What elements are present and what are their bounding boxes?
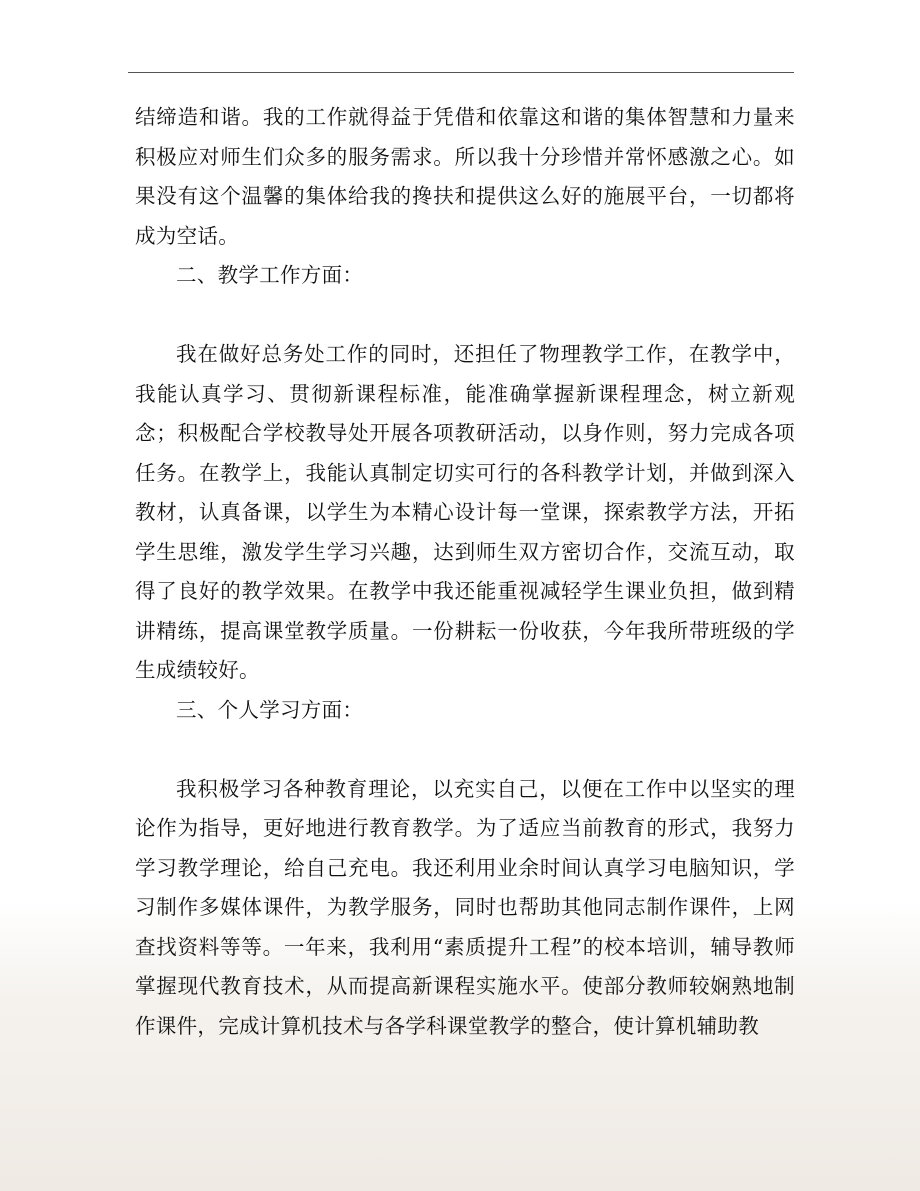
section-heading-study: 三、个人学习方面： [176,697,364,722]
header-rule [128,72,794,73]
paragraph-study: 我积极学习各种教育理论，以充实自己，以便在工作中以坚实的理论作为指导，更好地进行教育教学。为了适应当前教育的形式，我努力学习教学理论，给自己充电。我还利用业余时间认真学习电脑知识，学习制作多媒体课件，为教学服务，同时也帮助其他同志制作课件，上网查找资料等等。一年来，我利用“素质提升工程”的校本培训，辅导教师掌握现代教育技术，从而提高新课程实施水平。使部分教师较娴熟地制作课件，完成计算机技术与各学科课堂教学的整合，使计算机辅助教 [135,776,795,1038]
paragraph-teaching: 我在做好总务处工作的同时，还担任了物理教学工作，在教学中，我能认真学习、贯彻新课程标准，能准确掌握新课程理念，树立新观念；积极配合学校教导处开展各项教研活动，以身作则，努力完成各项任务。在教学上，我能认真制定切实可行的各科教学计划，并做到深入教材，认真备课，以学生为本精心设计每一堂课，探索教学方法，开拓学生思维，激发学生学习兴趣，达到师生双方密切合作，交流互动，取得了良好的教学效果。在教学中我还能重视减轻学生课业负担，做到精讲精练，提高课堂教学质量。一份耕耘一份收获，今年我所带班级的学生成绩较好。 [135,342,795,682]
section-heading-teaching: 二、教学工作方面： [176,263,364,287]
paragraph-intro: 结缔造和谐。我的工作就得益于凭借和依靠这和谐的集体智慧和力量来积极应对师生们众多的服务需求。所以我十分珍惜并常怀感激之心。如果没有这个温馨的集体给我的搀扶和提供这么好的施展平台，一切都将成为空话。 [135,105,795,248]
document-body [135,98,795,1046]
